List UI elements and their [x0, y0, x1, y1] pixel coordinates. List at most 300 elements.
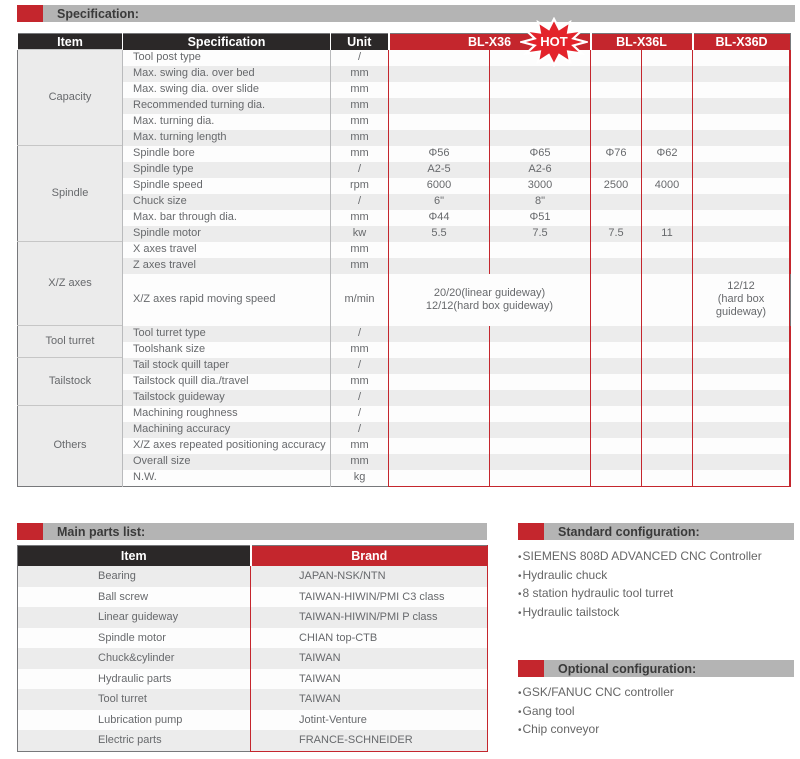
- spec-value-cell: [693, 358, 790, 374]
- spec-table-row: [18, 470, 791, 487]
- part-brand-cell: JAPAN-NSK/NTN: [251, 566, 488, 587]
- spec-label-cell: Overall size: [123, 454, 331, 470]
- spec-value-cell: [693, 390, 790, 406]
- spec-value-cell: [642, 406, 693, 422]
- spec-label-cell: Max. swing dia. over bed: [123, 66, 331, 82]
- spec-label-cell: Machining accuracy: [123, 422, 331, 438]
- config-item-label: SIEMENS 808D ADVANCED CNC Controller: [522, 549, 762, 563]
- spec-value-cell: [490, 374, 591, 390]
- standard-config-item: [518, 548, 762, 567]
- config-item-label: Gang tool: [522, 703, 575, 718]
- main-parts-section-bar: [17, 523, 487, 540]
- spec-value-cell: [490, 326, 591, 342]
- spec-label-cell: Tailstock quill dia./travel: [123, 374, 331, 390]
- spec-table-row: [18, 258, 791, 274]
- bullet-icon: •: [518, 607, 522, 619]
- spec-value-cell: [591, 454, 642, 470]
- spec-unit-cell: /: [331, 358, 389, 374]
- part-item-cell: Lubrication pump: [18, 710, 251, 731]
- spec-value-cell: [389, 242, 490, 258]
- spec-table-row: [18, 66, 791, 82]
- spec-label-cell: Spindle speed: [123, 178, 331, 194]
- spec-value-cell: [490, 114, 591, 130]
- spec-unit-cell: mm: [331, 98, 389, 114]
- part-brand-cell: CHIAN top-CTB: [251, 628, 488, 649]
- spec-value-cell: [389, 470, 490, 487]
- spec-value-cell: [693, 98, 790, 114]
- spec-label-cell: Max. swing dia. over slide: [123, 82, 331, 98]
- spec-value-cell: [389, 390, 490, 406]
- spec-value-cell: [790, 358, 791, 374]
- spec-table-header-row: [18, 34, 791, 50]
- spec-value-cell: 5.5: [389, 226, 490, 242]
- spec-value-cell: 7.5: [490, 226, 591, 242]
- config-item-label: 8 station hydraulic tool turret: [522, 586, 674, 600]
- spec-value-cell: [642, 66, 693, 82]
- spec-value-cell: [642, 326, 693, 342]
- spec-table-row: [18, 114, 791, 130]
- spec-table-row: [18, 326, 791, 342]
- optional-config-list: [518, 684, 674, 740]
- spec-value-cell: [389, 98, 490, 114]
- spec-value-cell: [642, 210, 693, 226]
- spec-value-cell: [490, 406, 591, 422]
- spec-value-cell: [490, 242, 591, 258]
- bullet-icon: •: [518, 570, 522, 582]
- spec-value-cell: [591, 358, 642, 374]
- spec-table-row: [18, 82, 791, 98]
- spec-value-cell: [642, 274, 693, 326]
- spec-value-cell: [591, 342, 642, 358]
- spec-unit-cell: kg: [331, 470, 389, 487]
- spec-value-cell: [642, 358, 693, 374]
- spec-unit-cell: mm: [331, 342, 389, 358]
- spec-value-cell: [693, 162, 790, 178]
- bullet-icon: •: [518, 725, 522, 736]
- spec-value-cell: [642, 438, 693, 454]
- optional-config-item: [518, 703, 674, 722]
- spec-unit-cell: mm: [331, 66, 389, 82]
- spec-label-cell: Spindle motor: [123, 226, 331, 242]
- spec-table-row: [18, 358, 791, 374]
- spec-unit-cell: /: [331, 390, 389, 406]
- spec-col-header-specification: Specification: [123, 34, 331, 50]
- spec-unit-cell: mm: [331, 242, 389, 258]
- spec-value-cell: [389, 454, 490, 470]
- part-brand-cell: TAIWAN: [251, 689, 488, 710]
- part-item-cell: Linear guideway: [18, 607, 251, 628]
- standard-config-section-title: Standard configuration:: [558, 524, 700, 539]
- spec-value-cell: [693, 194, 790, 210]
- spec-table-row: [18, 422, 791, 438]
- spec-value-cell: [591, 114, 642, 130]
- spec-value-cell: [693, 210, 790, 226]
- spec-value-cell: [790, 210, 791, 226]
- spec-table-row: [18, 50, 791, 66]
- spec-value-cell: [790, 162, 791, 178]
- main-parts-header-row: [18, 546, 488, 567]
- spec-unit-cell: rpm: [331, 178, 389, 194]
- spec-label-cell: Machining roughness: [123, 406, 331, 422]
- main-parts-table-body: [18, 566, 488, 751]
- spec-table-row: [18, 342, 791, 358]
- spec-value-cell: [389, 66, 490, 82]
- spec-value-cell: 6": [389, 194, 490, 210]
- part-item-cell: Ball screw: [18, 587, 251, 608]
- hot-badge: [520, 17, 588, 67]
- spec-value-cell: Φ44: [389, 210, 490, 226]
- spec-value-cell: A2-6: [490, 162, 591, 178]
- spec-value-cell: [389, 114, 490, 130]
- spec-value-cell: [642, 242, 693, 258]
- spec-value-cell: Φ62: [642, 146, 693, 162]
- spec-value-cell: [591, 82, 642, 98]
- spec-value-cell: [389, 358, 490, 374]
- spec-value-cell: [642, 98, 693, 114]
- spec-unit-cell: m/min: [331, 274, 389, 326]
- main-parts-row: [18, 669, 488, 690]
- spec-table-row: [18, 98, 791, 114]
- spec-value-cell: A2-5: [389, 162, 490, 178]
- spec-value-cell: [490, 390, 591, 406]
- spec-value-cell: [642, 114, 693, 130]
- spec-value-cell: [389, 438, 490, 454]
- hot-badge-label: HOT: [540, 34, 568, 49]
- spec-value-cell: 6000: [389, 178, 490, 194]
- spec-unit-cell: mm: [331, 114, 389, 130]
- spec-value-cell: [790, 326, 791, 342]
- spec-unit-cell: mm: [331, 258, 389, 274]
- spec-value-cell: 20/20(linear guideway) 12/12(hard box guideway): [389, 274, 591, 326]
- spec-value-cell: [490, 66, 591, 82]
- spec-value-cell: Φ65: [490, 146, 591, 162]
- part-brand-cell: FRANCE-SCHNEIDER: [251, 730, 488, 751]
- spec-value-cell: [790, 422, 791, 438]
- part-brand-cell: Jotint-Venture: [251, 710, 488, 731]
- spec-value-cell: [642, 162, 693, 178]
- spec-value-cell: [591, 66, 642, 82]
- specification-section-title: Specification:: [57, 6, 139, 21]
- spec-unit-cell: mm: [331, 146, 389, 162]
- spec-value-cell: [490, 258, 591, 274]
- spec-value-cell: [591, 130, 642, 146]
- spec-value-cell: [790, 470, 791, 487]
- spec-unit-cell: kw: [331, 226, 389, 242]
- spec-value-cell: [693, 242, 790, 258]
- spec-value-cell: [693, 470, 790, 487]
- spec-table-row: [18, 226, 791, 242]
- main-parts-row: [18, 628, 488, 649]
- spec-value-cell: [790, 178, 791, 194]
- spec-value-cell: [389, 258, 490, 274]
- spec-unit-cell: /: [331, 422, 389, 438]
- main-parts-row: [18, 607, 488, 628]
- spec-value-cell: [790, 342, 791, 358]
- bullet-icon: •: [518, 552, 522, 563]
- spec-table-row: [18, 162, 791, 178]
- spec-value-cell: 12/12 (hard box guideway): [693, 274, 790, 326]
- spec-value-cell: [790, 454, 791, 470]
- spec-value-cell: [790, 258, 791, 274]
- spec-value-cell: [790, 374, 791, 390]
- spec-value-cell: [490, 358, 591, 374]
- spec-value-cell: [693, 406, 790, 422]
- spec-label-cell: Max. turning length: [123, 130, 331, 146]
- main-parts-row: [18, 710, 488, 731]
- spec-value-cell: [790, 390, 791, 406]
- spec-value-cell: 11: [642, 226, 693, 242]
- specification-section-bar: [17, 5, 795, 22]
- spec-value-cell: [591, 326, 642, 342]
- parts-col-header-brand: Brand: [251, 546, 488, 567]
- spec-group-cell: Capacity: [18, 50, 123, 146]
- spec-value-cell: [642, 194, 693, 210]
- spec-value-cell: [490, 422, 591, 438]
- spec-value-cell: [389, 406, 490, 422]
- spec-value-cell: [389, 130, 490, 146]
- spec-table: [17, 33, 791, 487]
- spec-value-cell: [490, 98, 591, 114]
- main-parts-table: [17, 545, 488, 752]
- spec-value-cell: Φ56: [389, 146, 490, 162]
- spec-value-cell: [642, 130, 693, 146]
- part-item-cell: Electric parts: [18, 730, 251, 751]
- spec-value-cell: [642, 390, 693, 406]
- part-brand-cell: TAIWAN: [251, 648, 488, 669]
- spec-value-cell: [642, 82, 693, 98]
- bullet-icon: •: [518, 688, 522, 699]
- spec-label-cell: Chuck size: [123, 194, 331, 210]
- spec-table-row: [18, 390, 791, 406]
- spec-unit-cell: /: [331, 162, 389, 178]
- spec-value-cell: [490, 130, 591, 146]
- spec-label-cell: Recommended turning dia.: [123, 98, 331, 114]
- spec-value-cell: [790, 50, 791, 66]
- part-item-cell: Chuck&cylinder: [18, 648, 251, 669]
- main-parts-row: [18, 689, 488, 710]
- spec-value-cell: [693, 82, 790, 98]
- config-item-label: GSK/FANUC CNC controller: [522, 685, 674, 699]
- spec-group-cell: Tailstock: [18, 358, 123, 406]
- spec-value-cell: [591, 194, 642, 210]
- spec-value-cell: [490, 82, 591, 98]
- spec-label-cell: Toolshank size: [123, 342, 331, 358]
- spec-value-cell: [591, 470, 642, 487]
- spec-label-cell: Tool turret type: [123, 326, 331, 342]
- standard-config-item: [518, 567, 762, 586]
- spec-value-cell: [693, 146, 790, 162]
- spec-value-cell: [693, 226, 790, 242]
- spec-table-body: [18, 50, 791, 487]
- standard-config-item: [518, 585, 762, 604]
- spec-value-cell: [490, 438, 591, 454]
- spec-value-cell: [389, 326, 490, 342]
- spec-value-cell: [642, 342, 693, 358]
- spec-label-cell: Tool post type: [123, 50, 331, 66]
- part-item-cell: Hydraulic parts: [18, 669, 251, 690]
- spec-value-cell: Φ76: [591, 146, 642, 162]
- spec-value-cell: [591, 98, 642, 114]
- spec-unit-cell: mm: [331, 210, 389, 226]
- spec-value-cell: [490, 470, 591, 487]
- spec-value-cell: [693, 342, 790, 358]
- spec-table-row: [18, 146, 791, 162]
- bullet-icon: •: [518, 589, 522, 600]
- spec-unit-cell: /: [331, 194, 389, 210]
- spec-value-cell: [389, 342, 490, 358]
- part-item-cell: Bearing: [18, 566, 251, 587]
- spec-value-cell: [693, 258, 790, 274]
- spec-label-cell: Max. bar through dia.: [123, 210, 331, 226]
- spec-value-cell: [693, 454, 790, 470]
- spec-value-cell: Φ51: [490, 210, 591, 226]
- spec-table-row: [18, 438, 791, 454]
- spec-table-row: [18, 374, 791, 390]
- red-accent-square: [518, 523, 544, 540]
- spec-value-cell: [693, 130, 790, 146]
- spec-value-cell: [693, 114, 790, 130]
- standard-config-section-bar: [518, 523, 794, 540]
- spec-value-cell: [790, 438, 791, 454]
- config-item-label: Hydraulic tailstock: [522, 604, 620, 619]
- spec-value-cell: 8": [490, 194, 591, 210]
- main-parts-row: [18, 587, 488, 608]
- spec-unit-cell: /: [331, 50, 389, 66]
- part-brand-cell: TAIWAN-HIWIN/PMI C3 class: [251, 587, 488, 608]
- spec-value-cell: [591, 162, 642, 178]
- spec-unit-cell: mm: [331, 454, 389, 470]
- spec-value-cell: [642, 374, 693, 390]
- spec-value-cell: [693, 422, 790, 438]
- spec-table-row: [18, 406, 791, 422]
- spec-table-row: [18, 242, 791, 258]
- part-item-cell: Spindle motor: [18, 628, 251, 649]
- spec-value-cell: [790, 114, 791, 130]
- spec-label-cell: Spindle type: [123, 162, 331, 178]
- spec-label-cell: Spindle bore: [123, 146, 331, 162]
- spec-value-cell: [642, 470, 693, 487]
- spec-value-cell: [693, 438, 790, 454]
- spec-value-cell: [591, 422, 642, 438]
- spec-value-cell: [591, 258, 642, 274]
- spec-value-cell: 2500: [591, 178, 642, 194]
- spec-col-header-unit: Unit: [331, 34, 389, 50]
- main-parts-row: [18, 566, 488, 587]
- main-parts-row: [18, 730, 488, 751]
- red-accent-square: [17, 523, 43, 540]
- spec-value-cell: [642, 422, 693, 438]
- spec-value-cell: [389, 50, 490, 66]
- optional-config-item: [518, 684, 674, 703]
- spec-table-row: [18, 210, 791, 226]
- spec-group-cell: X/Z axes: [18, 242, 123, 326]
- spec-value-cell: [591, 390, 642, 406]
- spec-table-row: [18, 178, 791, 194]
- part-brand-cell: TAIWAN: [251, 669, 488, 690]
- spec-value-cell: [591, 406, 642, 422]
- spec-value-cell: [790, 406, 791, 422]
- spec-value-cell: [591, 210, 642, 226]
- spec-value-cell: [591, 438, 642, 454]
- standard-config-item: [518, 604, 762, 623]
- spec-label-cell: X/Z axes rapid moving speed: [123, 274, 331, 326]
- optional-config-item: [518, 721, 674, 740]
- spec-label-cell: X axes travel: [123, 242, 331, 258]
- part-brand-cell: TAIWAN-HIWIN/PMI P class: [251, 607, 488, 628]
- spec-value-cell: [790, 98, 791, 114]
- spec-unit-cell: mm: [331, 438, 389, 454]
- spec-table-row: [18, 454, 791, 470]
- spec-table-row: [18, 130, 791, 146]
- spec-label-cell: X/Z axes repeated positioning accuracy: [123, 438, 331, 454]
- spec-label-cell: Tailstock guideway: [123, 390, 331, 406]
- spec-value-cell: [642, 50, 693, 66]
- spec-value-cell: [693, 326, 790, 342]
- spec-value-cell: [591, 242, 642, 258]
- spec-value-cell: [389, 422, 490, 438]
- spec-value-cell: [591, 274, 642, 326]
- spec-group-cell: Others: [18, 406, 123, 487]
- spec-value-cell: [790, 66, 791, 82]
- spec-value-cell: [693, 66, 790, 82]
- spec-value-cell: [790, 226, 791, 242]
- parts-col-header-item: Item: [18, 546, 251, 567]
- spec-value-cell: [642, 454, 693, 470]
- config-item-label: Chip conveyor: [522, 722, 600, 736]
- spec-label-cell: Z axes travel: [123, 258, 331, 274]
- spec-col-header-model-blx36: BL-X36: [389, 34, 591, 50]
- main-parts-row: [18, 648, 488, 669]
- spec-value-cell: [790, 242, 791, 258]
- spec-value-cell: [790, 146, 791, 162]
- config-item-label: Hydraulic chuck: [522, 567, 608, 582]
- spec-value-cell: [591, 374, 642, 390]
- spec-value-cell: [490, 342, 591, 358]
- spec-value-cell: [790, 130, 791, 146]
- spec-col-header-model-blx36l: BL-X36L: [591, 34, 693, 50]
- spec-value-cell: [389, 374, 490, 390]
- standard-config-list: [518, 548, 762, 622]
- spec-label-cell: Tail stock quill taper: [123, 358, 331, 374]
- red-accent-square: [17, 5, 43, 22]
- spec-unit-cell: /: [331, 406, 389, 422]
- spec-value-cell: 7.5: [591, 226, 642, 242]
- spec-value-cell: [389, 82, 490, 98]
- spec-table-row: [18, 194, 791, 210]
- part-item-cell: Tool turret: [18, 689, 251, 710]
- spec-unit-cell: /: [331, 326, 389, 342]
- spec-value-cell: [693, 178, 790, 194]
- spec-value-cell: [642, 258, 693, 274]
- spec-value-cell: [591, 50, 642, 66]
- spec-label-cell: N.W.: [123, 470, 331, 487]
- main-parts-section-title: Main parts list:: [57, 524, 146, 539]
- spec-value-cell: [790, 82, 791, 98]
- red-accent-square: [518, 660, 544, 677]
- spec-unit-cell: mm: [331, 374, 389, 390]
- spec-value-cell: [490, 454, 591, 470]
- spec-value-cell: [693, 374, 790, 390]
- spec-table-row: [18, 274, 791, 326]
- spec-group-cell: Spindle: [18, 146, 123, 242]
- spec-col-header-item: Item: [18, 34, 123, 50]
- spec-value-cell: 3000: [490, 178, 591, 194]
- spec-unit-cell: mm: [331, 130, 389, 146]
- spec-unit-cell: mm: [331, 82, 389, 98]
- spec-group-cell: Tool turret: [18, 326, 123, 358]
- optional-config-section-bar: [518, 660, 794, 677]
- spec-value-cell: [790, 194, 791, 210]
